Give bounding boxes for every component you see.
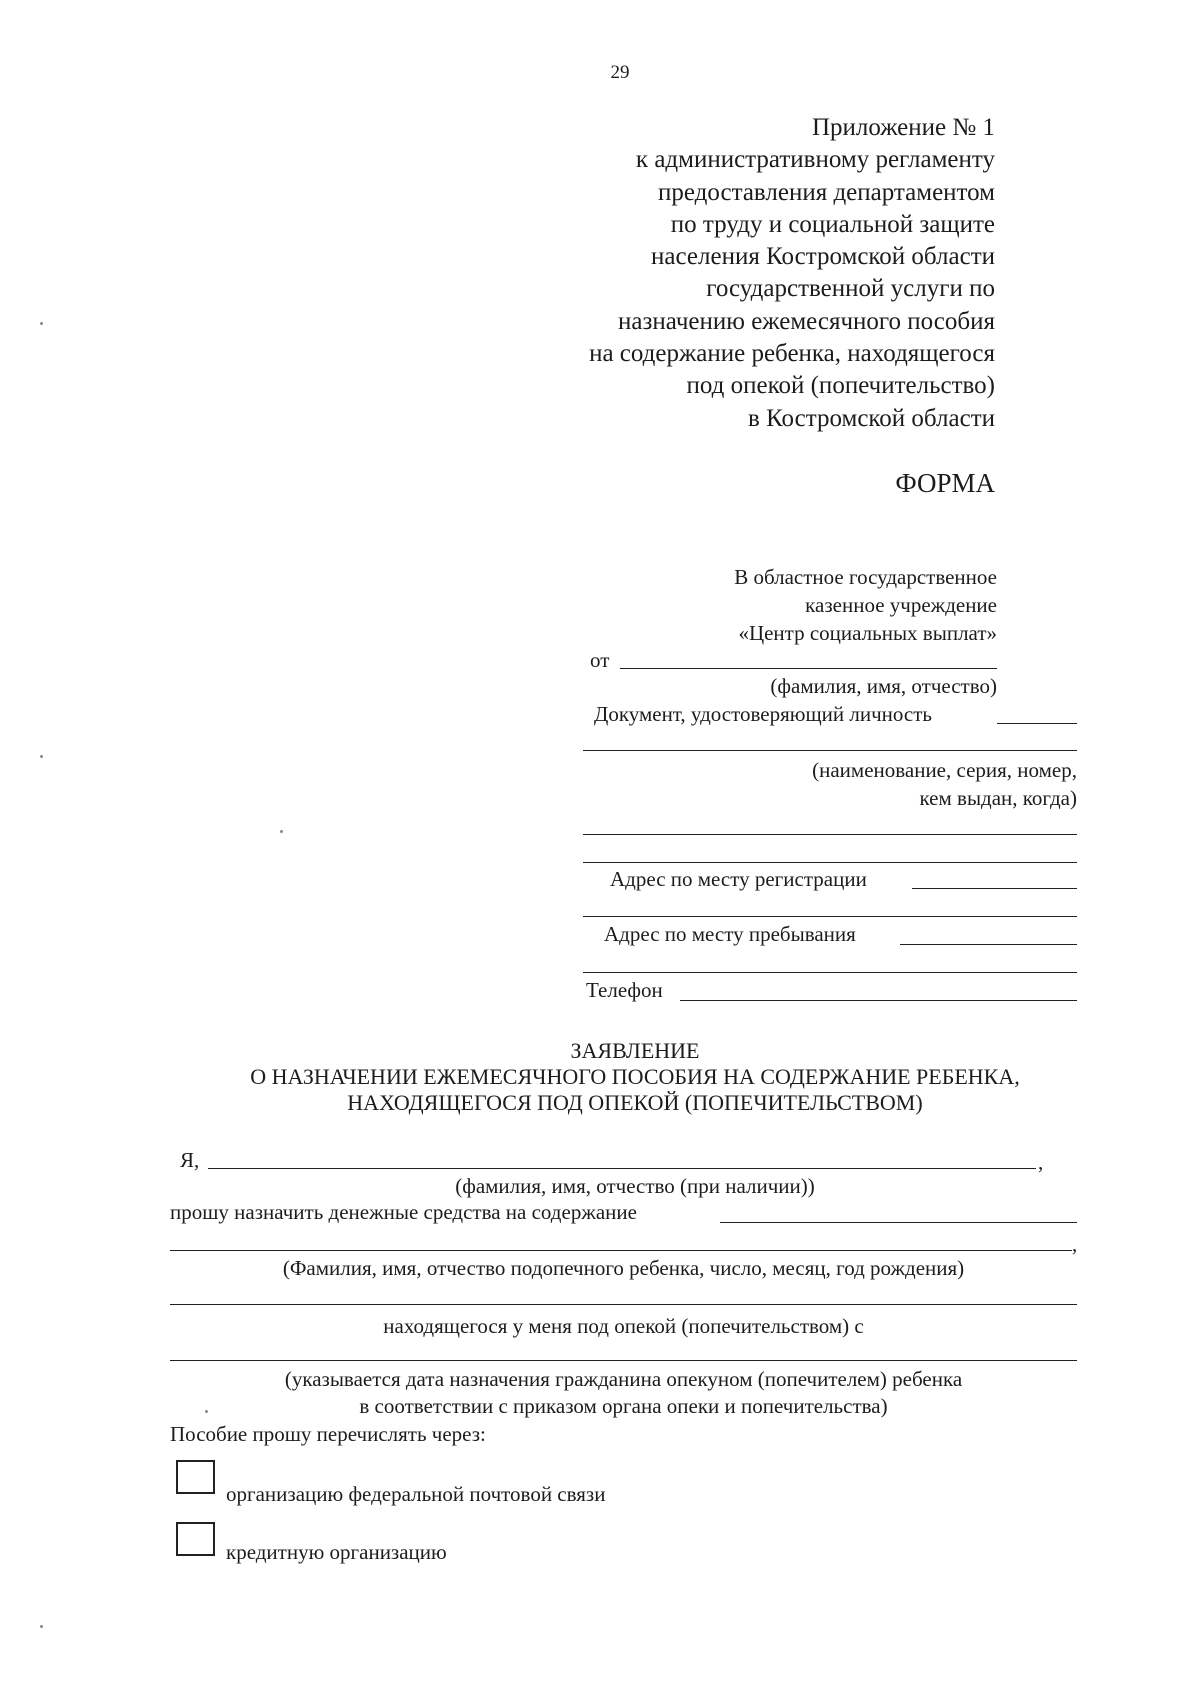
applicant-name-field[interactable] — [208, 1168, 1036, 1169]
scan-speck — [40, 755, 43, 758]
addressee — [577, 563, 997, 647]
id-document-field[interactable] — [997, 723, 1077, 724]
child-hint: (Фамилия, имя, отчество подопечного ребенка, число, месяц, год рождения) — [282, 1256, 965, 1280]
scan-speck — [280, 830, 283, 833]
bank-checkbox[interactable] — [176, 1522, 215, 1556]
appendix-line: к административному регламенту — [635, 146, 995, 174]
phone-label: Телефон — [586, 978, 663, 1002]
stay-address-field[interactable] — [900, 944, 1077, 945]
child-field-line2[interactable] — [170, 1250, 1072, 1251]
registration-address-field[interactable] — [912, 888, 1077, 889]
statement-subtitle: О НАЗНАЧЕНИИ ЕЖЕМЕСЯЧНОГО ПОСОБИЯ НА СОДЕРЖАНИЕ РЕБЕНКА, — [250, 1064, 1020, 1089]
scan-speck — [40, 322, 43, 325]
scan-speck — [40, 1625, 43, 1628]
statement-subtitle: НАХОДЯЩЕГОСЯ ПОД ОПЕКОЙ (ПОПЕЧИТЕЛЬСТВОМ) — [347, 1090, 923, 1115]
stay-address-field-line2[interactable] — [583, 972, 1077, 973]
request-text: прошу назначить денежные средства на содержание — [170, 1200, 637, 1224]
appendix-header — [475, 112, 995, 435]
guardianship-text: находящегося у меня под опекой (попечительством) с — [383, 1314, 864, 1338]
page-number: 29 — [610, 62, 630, 83]
appendix-line: предоставления департаментом — [658, 178, 995, 206]
id-document-hint-line: (наименование, серия, номер, — [812, 758, 1077, 782]
phone-field[interactable] — [680, 1000, 1077, 1001]
statement-heading — [170, 1038, 1100, 1116]
appendix-line: государственной услуги по — [706, 275, 995, 303]
child-field-line3[interactable] — [170, 1304, 1077, 1305]
registration-address-label: Адрес по месту регистрации — [610, 867, 867, 891]
appendix-line: под опекой (попечительство) — [686, 372, 995, 400]
id-document-field-line3[interactable] — [583, 834, 1077, 835]
form-label: ФОРМА — [895, 468, 995, 498]
id-document-hint-line: кем выдан, когда) — [919, 786, 1077, 810]
from-label: от — [590, 648, 610, 672]
applicant-fio-hint: (фамилия, имя, отчество) — [770, 674, 997, 698]
statement-title: ЗАЯВЛЕНИЕ — [570, 1038, 700, 1063]
id-document-field-line2[interactable] — [583, 750, 1077, 751]
stay-address-label: Адрес по месту пребывания — [604, 922, 856, 946]
postal-option-label: организацию федеральной почтовой связи — [226, 1482, 606, 1506]
appendix-line: населения Костромской области — [651, 243, 995, 271]
id-document-field-line4[interactable] — [583, 862, 1077, 863]
comma: , — [1038, 1150, 1044, 1174]
i-label: Я, — [180, 1148, 200, 1172]
comma: , — [1072, 1232, 1078, 1256]
appendix-line: по труду и социальной защите — [670, 210, 995, 238]
postal-checkbox[interactable] — [176, 1460, 215, 1494]
guardianship-date-hint-line: в соответствии с приказом органа опеки и попечительства) — [359, 1394, 888, 1418]
addressee-line: В областное государственное — [734, 565, 997, 589]
appendix-line: в Костромской области — [748, 404, 995, 432]
appendix-line: назначению ежемесячного пособия — [618, 307, 995, 335]
id-document-hint — [812, 756, 1077, 812]
addressee-line: «Центр социальных выплат» — [738, 621, 997, 645]
guardianship-date-field[interactable] — [170, 1360, 1077, 1361]
child-field[interactable] — [720, 1222, 1077, 1223]
applicant-fio-field[interactable] — [620, 668, 997, 669]
guardianship-date-hint — [170, 1366, 1077, 1420]
applicant-name-hint: (фамилия, имя, отчество (при наличии)) — [455, 1174, 815, 1198]
appendix-line: на содержание ребенка, находящегося — [589, 340, 995, 368]
appendix-line: Приложение № 1 — [811, 114, 995, 141]
id-document-label: Документ, удостоверяющий личность — [594, 702, 932, 726]
guardianship-date-hint-line: (указывается дата назначения гражданина опекуном (попечителем) ребенка — [284, 1367, 963, 1391]
registration-address-field-line2[interactable] — [583, 916, 1077, 917]
bank-option-label: кредитную организацию — [226, 1540, 447, 1564]
addressee-line: казенное учреждение — [805, 593, 997, 617]
scan-speck — [205, 1410, 208, 1413]
transfer-label: Пособие прошу перечислять через: — [170, 1422, 486, 1446]
